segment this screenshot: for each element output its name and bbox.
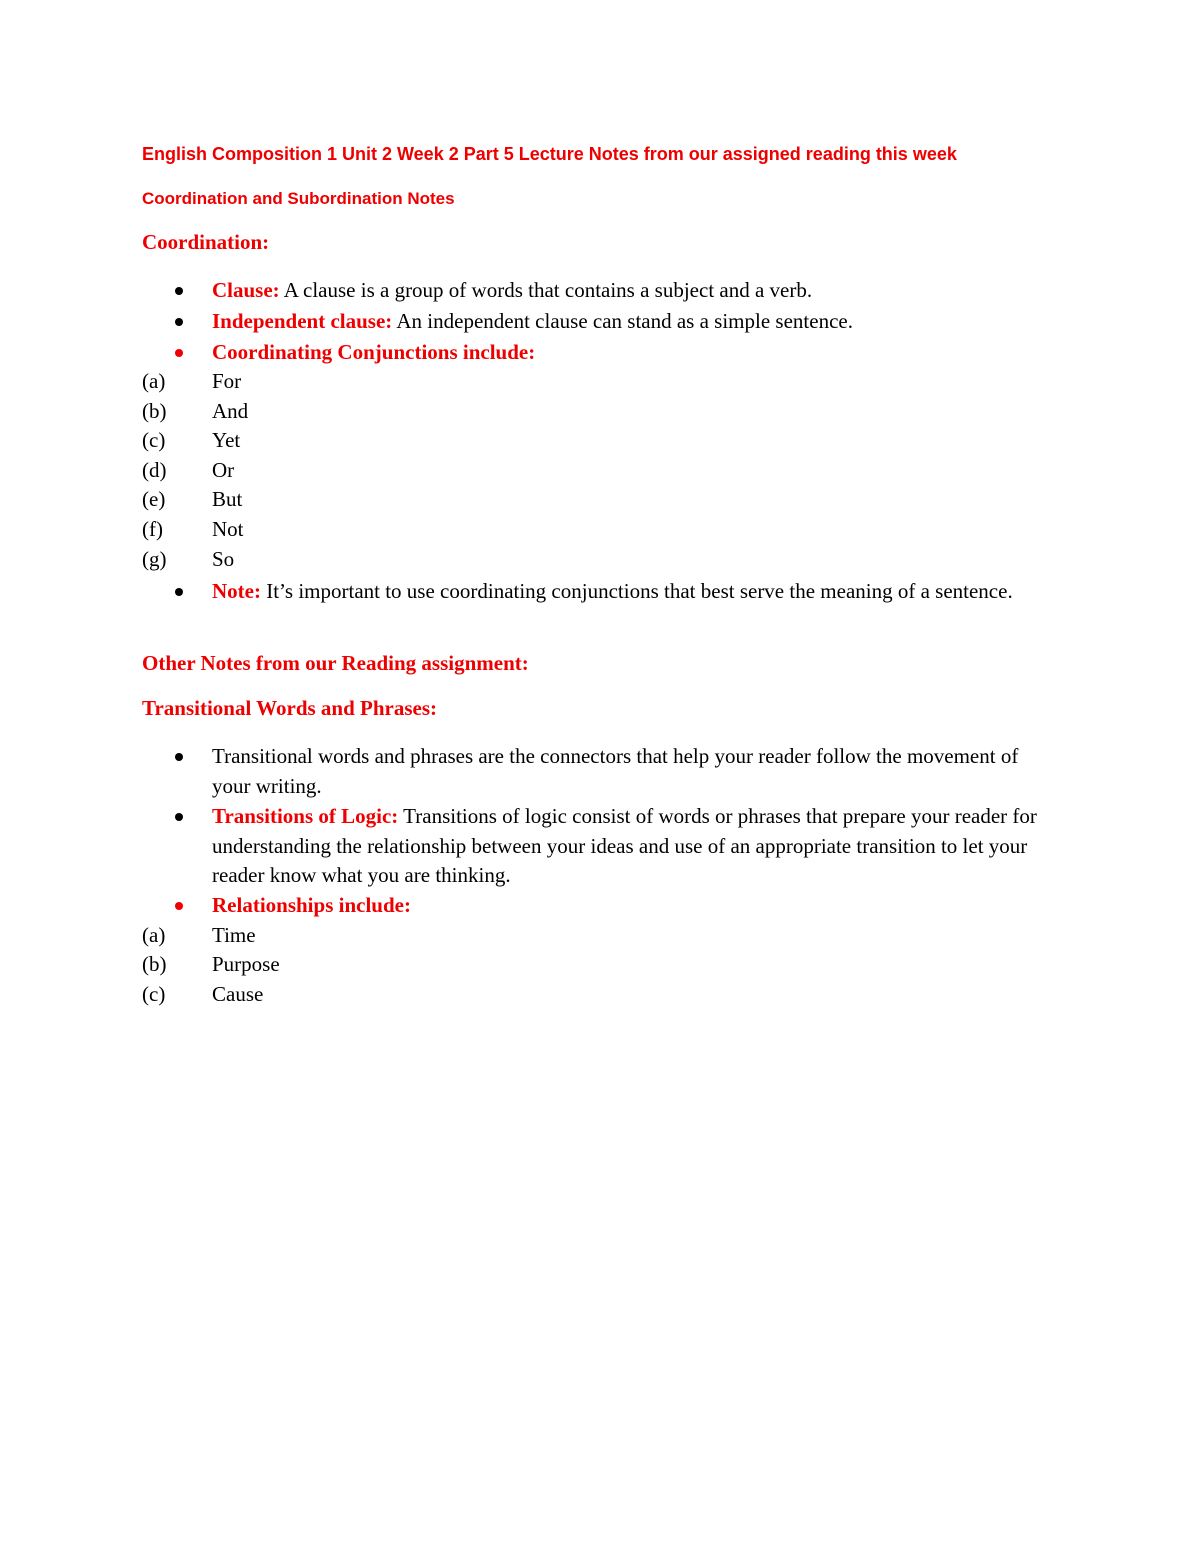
document-title: English Composition 1 Unit 2 Week 2 Part 5 Lecture Notes from our assigned reading this week	[142, 144, 957, 164]
transitional-heading: Transitional Words and Phrases:	[142, 696, 438, 720]
list-item-conjunction: (b) And	[142, 399, 249, 423]
bullet-conjunctions-heading	[212, 338, 1062, 368]
list-item-relationship: (a) Time	[142, 923, 256, 947]
bullet-dot-icon	[175, 287, 183, 295]
bullet-independent-clause	[212, 307, 1062, 337]
document-subtitle: Coordination and Subordination Notes	[142, 189, 455, 208]
definition-transitions-of-logic: Transitions of logic consist of words or phrases that prepare your reader for understanding the relationship between your ideas and use of an appropriate transition to let your reader know what you are thinking.	[212, 804, 1037, 887]
bullet-dot-icon	[175, 753, 183, 761]
bullet-dot-icon	[175, 349, 183, 357]
coordination-heading: Coordination:	[142, 230, 270, 254]
list-item-conjunction: (d) Or	[142, 458, 235, 482]
list-item-conjunction: (g) So	[142, 547, 235, 571]
bullet-relationships-heading	[212, 891, 1062, 921]
list-item-relationship: (b) Purpose	[142, 952, 280, 976]
bullet-transitions-of-logic	[212, 802, 1062, 891]
term-transitions-of-logic: Transitions of Logic:	[212, 804, 399, 828]
bullet-clause	[212, 276, 1062, 306]
list-item-conjunction: (c) Yet	[142, 428, 241, 452]
definition-clause: A clause is a group of words that contains a subject and a verb.	[279, 278, 813, 302]
list-item-conjunction: (a) For	[142, 369, 242, 393]
bullet-transitional-intro	[212, 742, 1062, 801]
list-item-conjunction: (f) Not	[142, 517, 244, 541]
bullet-note	[212, 577, 1062, 607]
bullet-dot-icon	[175, 813, 183, 821]
list-item-conjunction: (e) But	[142, 487, 243, 511]
term-note: Note:	[212, 579, 261, 603]
bullet-dot-icon	[175, 588, 183, 596]
bullet-dot-icon	[175, 318, 183, 326]
relationships-heading: Relationships include:	[212, 893, 411, 917]
other-notes-heading: Other Notes from our Reading assignment:	[142, 651, 529, 675]
bullet-dot-icon	[175, 902, 183, 910]
transitional-intro-text: Transitional words and phrases are the connectors that help your reader follow the movement of your writing.	[212, 744, 1019, 798]
term-clause: Clause:	[212, 278, 280, 302]
definition-independent-clause: An independent clause can stand as a simple sentence.	[392, 309, 853, 333]
conjunctions-heading: Coordinating Conjunctions include:	[212, 340, 536, 364]
list-item-relationship: (c) Cause	[142, 982, 264, 1006]
definition-note: It’s important to use coordinating conjunctions that best serve the meaning of a sentence.	[260, 579, 1013, 603]
term-independent-clause: Independent clause:	[212, 309, 393, 333]
